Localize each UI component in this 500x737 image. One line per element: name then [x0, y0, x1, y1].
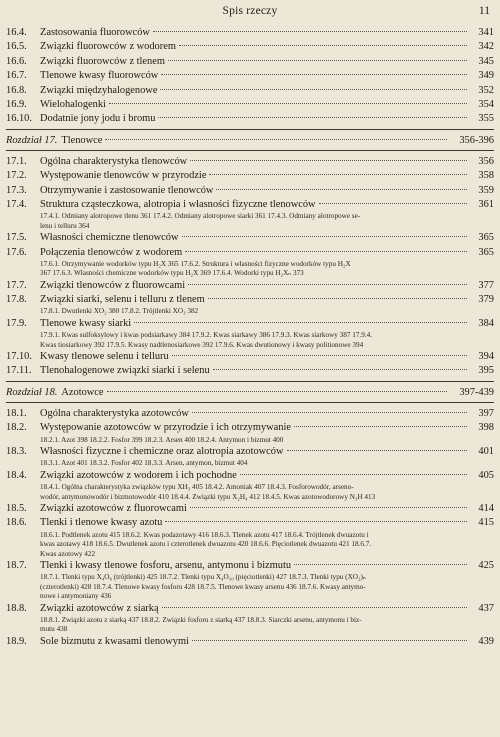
toc-entry [6, 635, 494, 649]
entry-page: 414 [478, 503, 494, 515]
leader-dots [294, 564, 467, 565]
leader-dots [105, 139, 447, 140]
entry-number: 16.8. [6, 84, 27, 96]
entry-number: 18.6. [6, 517, 27, 529]
entry-number: 17.11. [6, 365, 32, 377]
entry-number: 18.4. [6, 469, 27, 481]
leader-dots [190, 160, 467, 161]
subentry-line: 18.2.1. Azot 398 18.2.2. Fosfor 399 18.2.3. Arsen 400 18.2.4. Antymon i bizmut 400 [40, 435, 284, 444]
toc-entry [6, 40, 494, 54]
section-16-entries [6, 26, 494, 127]
leader-dots [158, 117, 467, 118]
toc-entry [6, 26, 494, 40]
leader-dots [134, 322, 467, 323]
entry-page: 355 [478, 113, 494, 125]
entry-number: 16.4. [6, 27, 27, 38]
entry-title: Związki siarki, selenu i telluru z tlenem [40, 294, 205, 306]
entry-page: 361 [478, 198, 494, 210]
running-header-title: Spis rzeczy [222, 5, 278, 17]
leader-dots [172, 355, 467, 356]
entry-page: 345 [478, 55, 494, 67]
entry-title: Związki fluorowców z tlenem [40, 55, 165, 67]
divider [6, 381, 494, 382]
entry-number: 18.8. [6, 602, 27, 614]
subentry-line: 18.7.1. Tlenki typu X₄O₆ (trójtlenki) 425 18.7.2. Tlenki typu X₄O₁₀ (pięciotlenki) 427 18.7.3. Tlenki typu (XO₂)ₙ [40, 573, 366, 582]
subentry-line: (czterotlenki) 428 18.7.4. Tlenowe kwasy fosforu 428 18.7.5. Tlenowe kwasy arsenu 436 18.7.6. Kwasy antymo- [40, 582, 366, 591]
entry-title: Otrzymywanie i zastosowanie tlenowców [40, 184, 214, 196]
entry-number: 16.6. [6, 55, 27, 67]
toc-entry [6, 84, 494, 98]
entry-page: 379 [478, 294, 494, 306]
subentries [6, 331, 494, 350]
toc-entry [6, 169, 494, 183]
table-of-contents [6, 26, 494, 649]
entry-page: 425 [478, 560, 494, 572]
toc-entry [6, 469, 494, 483]
entry-number: 17.8. [6, 294, 27, 306]
subentry-line: 18.3.1. Azot 401 18.3.2. Fosfor 402 18.3.3. Arsen, antymon, bizmut 404 [40, 459, 248, 468]
leader-dots [109, 103, 467, 104]
subentry-line: 17.9.1. Kwas sulfoksylowy i kwas podsiarkawy 384 17.9.2. Kwas siarkawy 386 17.9.3. Kwas siarkowy 387 17.9.4. [40, 331, 372, 340]
subentry-line: lenu i telluru 364 [40, 221, 90, 230]
chapter-17-heading [6, 134, 494, 148]
toc-entry [6, 69, 494, 83]
subentries [6, 260, 494, 279]
entry-number: 18.2. [6, 422, 27, 434]
entry-title: Własności fizyczne i chemiczne oraz alotropia azotowców [40, 446, 284, 458]
entry-number: 17.9. [6, 317, 27, 329]
leader-dots [160, 89, 467, 90]
entry-number: 17.4. [6, 198, 27, 210]
entry-number: 18.9. [6, 635, 27, 647]
entry-number: 16.9. [6, 98, 27, 110]
entry-page: 359 [478, 184, 494, 196]
entry-number: 17.6. [6, 246, 27, 258]
chapter-label: Rozdział 18. [6, 386, 58, 398]
entry-page: 341 [478, 27, 494, 38]
entry-title: Struktura cząsteczkowa, alotropia i własności fizyczne tlenowców [40, 198, 316, 210]
entry-title: Związki azotowców z fluorowcami [40, 503, 187, 515]
toc-entry [6, 602, 494, 616]
leader-dots [287, 450, 468, 451]
entry-title: Związki międzyhalogenowe [40, 84, 158, 96]
toc-entry [6, 184, 494, 198]
chapter-title: Azotowce [61, 386, 104, 398]
chapter-page-range: 397-439 [459, 386, 494, 398]
entry-title: Tlenki i tlenowe kwasy azotu [40, 517, 163, 529]
entry-title: Tlenki i kwasy tlenowe fosforu, arsenu, antymonu i bizmutu [40, 560, 292, 572]
entry-title: Związki fluorowców z wodorem [40, 41, 176, 53]
toc-entry [6, 198, 494, 212]
chapter-18-heading [6, 386, 494, 400]
leader-dots [240, 474, 467, 475]
entry-page: 405 [478, 469, 494, 481]
entry-page: 384 [478, 317, 494, 329]
toc-entry [6, 112, 494, 126]
subentries [6, 483, 494, 502]
entry-title: Tlenowe kwasy siarki [40, 317, 132, 329]
toc-entry [6, 231, 494, 245]
subentry-line: 17.6.1. Otrzymywanie wodorków typu H₂X 365 17.6.2. Struktura i własności fizyczne wodorków typu H₂X [40, 259, 351, 268]
leader-dots [107, 391, 447, 392]
entry-title: Występowanie tlenowców w przyrodzie [40, 170, 207, 182]
subentries [6, 212, 494, 231]
subentries [6, 531, 494, 559]
toc-entry [6, 445, 494, 459]
toc-entry [6, 516, 494, 530]
toc-entry [6, 350, 494, 364]
divider [6, 402, 494, 403]
entry-number: 17.3. [6, 184, 27, 196]
entry-title: Kwasy tlenowe selenu i telluru [40, 351, 169, 363]
entry-title: Sole bizmutu z kwasami tlenowymi [40, 635, 189, 647]
entry-page: 377 [478, 279, 494, 291]
leader-dots [185, 251, 467, 252]
entry-number: 17.7. [6, 279, 27, 291]
entry-number: 17.1. [6, 155, 27, 167]
entry-title: Tlenowe kwasy fluorowców [40, 70, 159, 82]
entry-page: 394 [478, 351, 494, 363]
entry-title: Dodatnie jony jodu i bromu [40, 113, 156, 125]
subentry-line: Kwas tiosiarkowy 392 17.9.5. Kwasy nadtlenosiarkowe 392 17.9.6. Kwas dwutionowy i kwasy politionowe 394 [40, 340, 364, 349]
leader-dots [190, 507, 467, 508]
chapter-page-range: 356-396 [459, 134, 494, 146]
subentry-line: 367 17.6.3. Własności chemiczne wodorków typu H₂X 369 17.6.4. Wodorki typu H₂Xₙ 373 [40, 269, 304, 278]
entry-number: 18.7. [6, 560, 27, 572]
leader-dots [179, 45, 467, 46]
entry-number: 16.5. [6, 41, 27, 53]
leader-dots [208, 298, 467, 299]
leader-dots [213, 369, 467, 370]
entry-page: 365 [478, 246, 494, 258]
entry-page: 439 [478, 635, 494, 647]
toc-entry [6, 317, 494, 331]
entry-page: 349 [478, 70, 494, 82]
subentry-line: wodór, antymonowodór i bizmutowodór 410 18.4.4. Związki typu X₂H₄ 412 18.4.5. Kwas azotowodorowy N₃H 413 [40, 492, 376, 501]
toc-entry [6, 155, 494, 169]
subentry-line: 17.4.1. Odmiany alotropowe tlenu 361 17.4.2. Odmiany alotropowe siarki 361 17.4.3. Odmiany alotropowe se- [40, 212, 361, 221]
subentries [6, 573, 494, 601]
entry-page: 437 [478, 602, 494, 614]
entry-number: 18.1. [6, 407, 27, 419]
toc-entry [6, 407, 494, 421]
toc-entry [6, 293, 494, 307]
chapter-label: Rozdział 17. [6, 134, 58, 146]
entry-page: 352 [478, 84, 494, 96]
leader-dots [209, 174, 467, 175]
leader-dots [161, 74, 467, 75]
entry-page: 342 [478, 41, 494, 53]
page-number: 11 [478, 5, 490, 17]
entry-title: Tlenohalogenowe związki siarki i selenu [40, 365, 210, 377]
entry-page: 365 [478, 232, 494, 244]
subentry-line: mutu 438 [40, 625, 68, 634]
subentry-line: 17.8.1. Dwutlenki XO₂ 380 17.8.2. Trójtlenki XO₃ 382 [40, 307, 199, 316]
leader-dots [192, 412, 467, 413]
toc-entry [6, 98, 494, 112]
subentries [6, 459, 494, 468]
leader-dots [192, 640, 467, 641]
entry-title: Własności chemiczne tlenowców [40, 232, 179, 244]
entry-number: 16.7. [6, 70, 27, 82]
entry-number: 18.5. [6, 503, 27, 515]
entry-title: Zastosowania fluorowców [40, 27, 150, 38]
subentry-line: nowe i antymoniany 436 [40, 592, 112, 601]
entry-page: 356 [478, 155, 494, 167]
leader-dots [294, 426, 467, 427]
entry-number: 18.3. [6, 446, 27, 458]
leader-dots [168, 60, 467, 61]
leader-dots [182, 236, 468, 237]
entry-title: Występowanie azotowców w przyrodzie i ich otrzymywanie [40, 422, 291, 434]
entry-number: 16.10. [6, 113, 32, 125]
subentry-line: 18.8.1. Związki azotu z siarką 437 18.8.2. Związki fosforu z siarką 437 18.8.3. Siarczki arsenu, antymonu i biz- [40, 616, 362, 625]
toc-entry [6, 279, 494, 293]
entry-page: 358 [478, 170, 494, 182]
leader-dots [216, 189, 467, 190]
entry-number: 17.5. [6, 232, 27, 244]
leader-dots [162, 607, 467, 608]
entry-page: 415 [478, 517, 494, 529]
subentry-line: Kwas azotowy 422 [40, 549, 96, 558]
entry-page: 395 [478, 365, 494, 377]
entry-title: Ogólna charakterystyka azotowców [40, 407, 189, 419]
entry-title: Połączenia tlenowców z wodorem [40, 246, 183, 258]
entry-title: Związki azotowców z siarką [40, 602, 159, 614]
toc-entry [6, 364, 494, 378]
divider [6, 129, 494, 130]
leader-dots [188, 284, 467, 285]
entry-title: Ogólna charakterystyka tlenowców [40, 155, 188, 167]
chapter-title: Tlenowce [61, 134, 103, 146]
entry-page: 397 [478, 407, 494, 419]
entry-page: 354 [478, 98, 494, 110]
entry-page: 398 [478, 422, 494, 434]
subentries [6, 436, 494, 445]
subentries [6, 307, 494, 316]
subentry-line: kwas azotawy 418 18.6.5. Dwutlenek azotu i czterotlenek dwuazotu 420 18.6.6. Pięciotlenek dwuazotu 421 18.6.7. [40, 540, 372, 549]
entry-page: 401 [478, 446, 494, 458]
leader-dots [165, 521, 467, 522]
entry-number: 17.10. [6, 351, 32, 363]
entry-title: Związki tlenowców z fluorowcami [40, 279, 186, 291]
subentry-line: 18.4.1. Ogólna charakterystyka związków typu XH₃ 405 18.4.2. Amoniak 407 18.4.3. Fosforowodór, arseno- [40, 483, 354, 492]
toc-entry [6, 502, 494, 516]
toc-entry [6, 55, 494, 69]
divider [6, 150, 494, 151]
toc-entry [6, 246, 494, 260]
entry-title: Związki azotowców z wodorem i ich pochodne [40, 469, 237, 481]
subentry-line: 18.6.1. Podtlenek azotu 415 18.6.2. Kwas podazotawy 416 18.6.3. Tlenek azotu 417 18.6.4. Trójtlenek dwuazotu i [40, 530, 369, 539]
leader-dots [153, 31, 467, 32]
subentries [6, 616, 494, 635]
entry-number: 17.2. [6, 170, 27, 182]
leader-dots [319, 203, 467, 204]
toc-entry [6, 421, 494, 435]
entry-title: Wielohalogenki [40, 98, 106, 110]
toc-entry [6, 559, 494, 573]
